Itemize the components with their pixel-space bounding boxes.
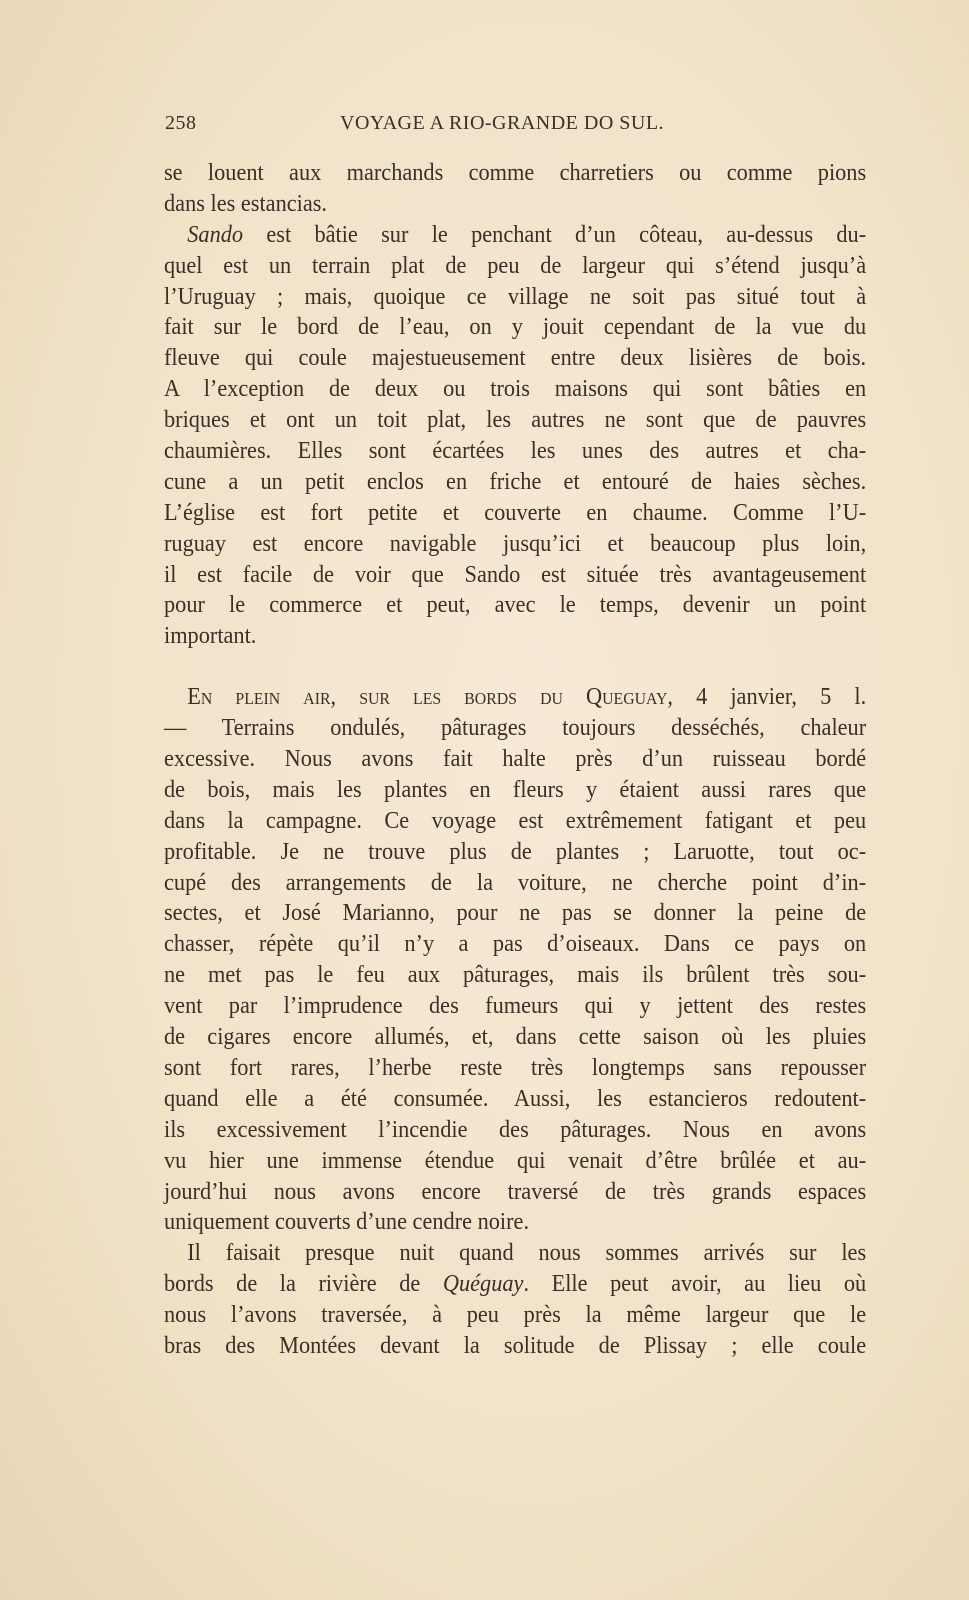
text-line: fleuve qui coule majestueusement entre deux lisières de bois. [164, 345, 867, 372]
text-segment: est bâtie sur le penchant d’un côteau, au-dessus du- [243, 221, 867, 248]
text-line [164, 220, 866, 251]
text-line: fait sur le bord de l’eau, on y jouit cependant de la vue du [164, 314, 867, 341]
text-line: vu hier une immense étendue qui venait d’être brûlée et au- [164, 1147, 867, 1174]
text-line: sont fort rares, l’herbe reste très longtemps sans repousser [164, 1054, 867, 1081]
text-line: ruguay est encore navigable jusqu’ici et beaucoup plus loin, [164, 530, 867, 557]
text-line: dans la campagne. Ce voyage est extrêmement fatigant et peu [164, 807, 867, 834]
text-line: de bois, mais les plantes en fleurs y étaient aussi rares que [164, 776, 867, 803]
text-line [164, 682, 866, 713]
text-line: excessive. Nous avons fait halte près d’un ruisseau bordé [164, 746, 867, 773]
text-line: bras des Montées devant la solitude de Plissay ; elle coule [164, 1332, 867, 1359]
text-line: il est facile de voir que Sando est située très avantageusement [164, 561, 867, 588]
paragraph-gap [164, 652, 866, 682]
text-line: se louent aux marchands comme charretiers ou comme pions [164, 160, 867, 186]
small-caps-heading: En plein air, sur les bords du Queguay, [187, 684, 674, 711]
text-line: cupé des arrangements de la voiture, ne cherche point d’in- [164, 869, 867, 896]
text-segment: bords de la rivière de [164, 1271, 443, 1298]
text-segment: dans les estancias. [164, 190, 328, 217]
text-line [164, 1207, 866, 1238]
text-line: briques et ont un toit plat, les autres ne sont que de pauvres [164, 407, 867, 434]
text-line: vent par l’imprudence des fumeurs qui y jettent des restes [164, 993, 867, 1020]
text-line: chasser, répète qu’il n’y a pas d’oiseaux. Dans ce pays on [164, 931, 867, 958]
paragraph [164, 220, 866, 652]
text-segment: 4 janvier, 5 l. [673, 684, 867, 711]
text-line [164, 1269, 866, 1300]
running-title: VOYAGE A RIO-GRANDE DO SUL. [340, 112, 665, 134]
paragraph [164, 158, 866, 220]
text-segment: . Elle peut avoir, au lieu où [523, 1271, 867, 1298]
text-line: chaumières. Elles sont écartées les unes des autres et cha- [164, 438, 867, 465]
paragraph [164, 682, 866, 1238]
text-line [164, 189, 866, 220]
text-line: pour le commerce et peut, avec le temps, devenir un point [164, 592, 867, 619]
text-line: ne met pas le feu aux pâturages, mais ils brûlent très sou- [164, 962, 867, 989]
text-line: cune a un petit enclos en friche et entouré de haies sèches. [164, 468, 867, 495]
page-number: 258 [165, 112, 197, 134]
text-line: Il faisait presque nuit quand nous sommes arrivés sur les [187, 1240, 867, 1267]
paragraph [164, 1238, 866, 1362]
text-line: A l’exception de deux ou trois maisons qui sont bâties en [164, 376, 867, 403]
text-line [164, 621, 866, 652]
text-line: L’église est fort petite et couverte en chaume. Comme l’U- [164, 499, 867, 526]
text-line: profitable. Je ne trouve plus de plantes ; Laruotte, tout oc- [164, 838, 867, 865]
text-line: nous l’avons traversée, à peu près la même largeur que le [164, 1302, 867, 1329]
italic-text: Sando [187, 221, 244, 248]
text-line: de cigares encore allumés, et, dans cette saison où les pluies [164, 1024, 867, 1051]
body-text [164, 158, 866, 1362]
text-line: — Terrains ondulés, pâturages toujours desséchés, chaleur [164, 715, 867, 742]
running-header [165, 112, 690, 142]
text-line: sectes, et José Marianno, pour ne pas se donner la peine de [164, 900, 867, 927]
text-line: quel est un terrain plat de peu de largeur qui s’étend jusqu’à [164, 252, 867, 279]
text-segment: uniquement couverts d’une cendre noire. [164, 1209, 530, 1236]
text-line: quand elle a été consumée. Aussi, les estancieros redoutent- [164, 1085, 867, 1112]
italic-text: Quéguay [442, 1271, 524, 1298]
text-line: jourd’hui nous avons encore traversé de très grands espaces [164, 1178, 867, 1205]
text-segment: important. [164, 623, 257, 650]
text-line: l’Uruguay ; mais, quoique ce village ne soit pas situé tout à [164, 283, 867, 310]
text-line: ils excessivement l’incendie des pâturages. Nous en avons [164, 1116, 867, 1143]
